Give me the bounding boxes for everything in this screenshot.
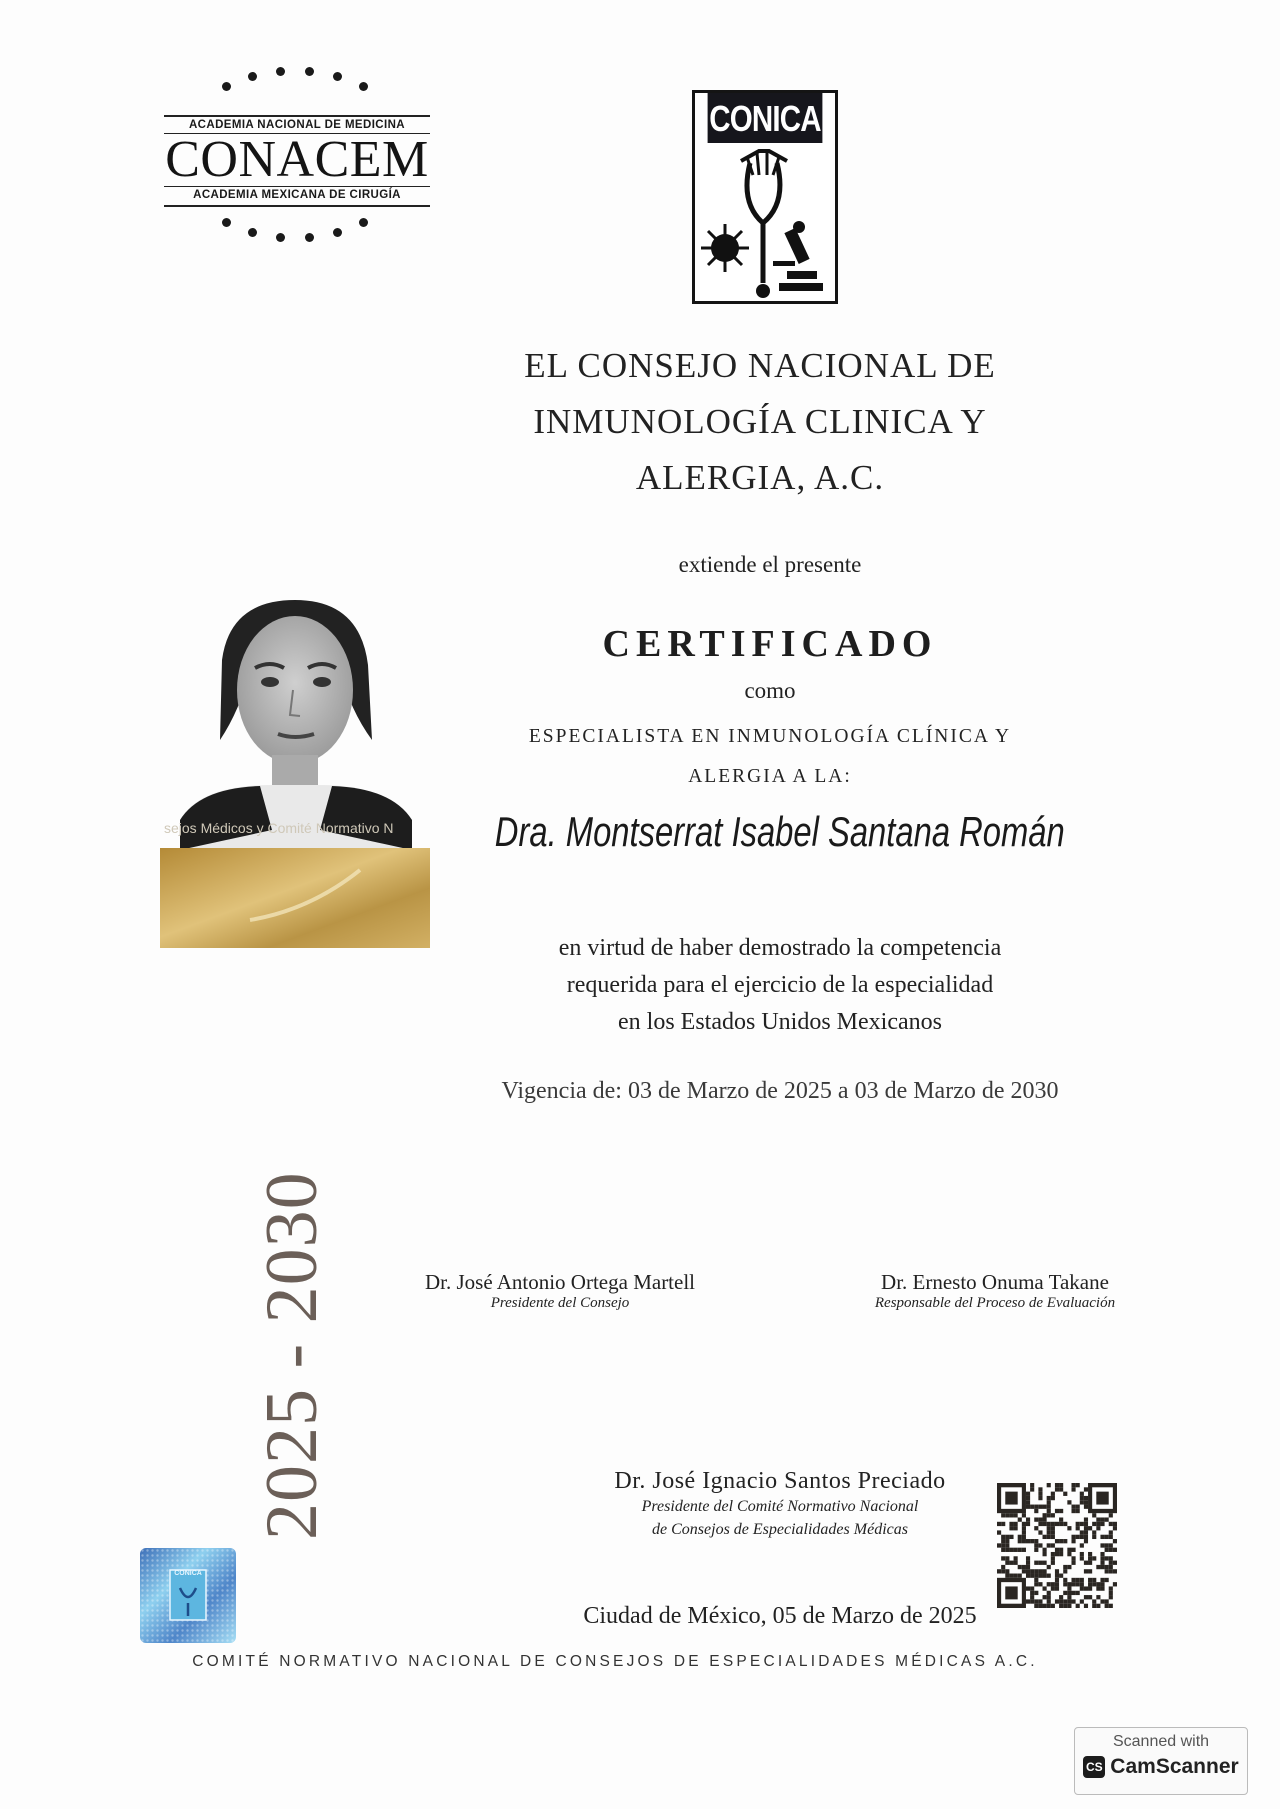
qr-code — [997, 1483, 1117, 1608]
logo-dots-top — [160, 64, 435, 94]
camscanner-line-1: Scanned with — [1112, 1733, 1210, 1750]
camscanner-brand: CamScanner — [1110, 1755, 1239, 1778]
body-line-3: en los Estados Unidos Mexicanos — [618, 1009, 942, 1035]
intro-text: extiende el presente — [678, 552, 862, 577]
conica-name: CONICA — [708, 93, 823, 143]
conacem-name: CONACEM — [165, 131, 429, 188]
committee-role-line-2: de Consejos de Especialidades Médicas — [652, 1521, 908, 1538]
committee-signatory-name: Dr. José Ignacio Santos Preciado — [614, 1468, 946, 1494]
committee-signatory — [540, 1468, 1020, 1539]
hologram-text: CONICA — [174, 1570, 202, 1577]
body-line-2: requerida para el ejercicio de la especialidad — [566, 972, 994, 998]
signatory-1-name: Dr. José Antonio Ortega Martell — [424, 1270, 696, 1294]
committee-role-line-1: Presidente del Comité Normativo Nacional — [641, 1498, 919, 1515]
specialty-line-1: ESPECIALISTA EN INMUNOLOGÍA CLÍNICA Y — [528, 726, 1012, 747]
issuer-name — [480, 338, 1040, 506]
certificate-title: CERTIFICADO — [602, 623, 938, 665]
validity-text: Vigencia de: 03 de Marzo de 2025 a 03 de Marzo de 2030 — [501, 1078, 1059, 1104]
camscanner-logo-icon: CS — [1083, 1756, 1105, 1778]
signatory-1-role: Presidente del Consejo — [490, 1295, 630, 1311]
issuer-line-1: EL CONSEJO NACIONAL DE — [524, 346, 996, 385]
como-text: como — [744, 678, 796, 703]
hologram-seal — [140, 1548, 236, 1643]
conacem-bottom-text: ACADEMIA MEXICANA DE CIRUGÍA — [193, 189, 401, 201]
conica-logo — [692, 90, 838, 304]
body-line-1: en virtud de haber demostrado la competencia — [558, 935, 1002, 961]
conacem-logo — [160, 64, 435, 264]
validity-years-stamp: 2025 - 2030 — [251, 1171, 333, 1540]
recipient-photo — [160, 590, 432, 950]
issuer-line-3: ALERGIA, A.C. — [635, 458, 885, 497]
signatory-2 — [805, 1270, 1185, 1312]
photo-watermark-text: sejos Médicos y Comité Normativo N — [164, 820, 394, 836]
specialty-line-2: ALERGIA A LA: — [688, 766, 852, 787]
footer-committee-name: COMITÉ NORMATIVO NACIONAL DE CONSEJOS DE ESPECIALIDADES MÉDICAS A.C. — [192, 1653, 1038, 1670]
signatory-1 — [380, 1270, 740, 1312]
issuer-line-2: INMUNOLOGÍA CLINICA Y — [533, 402, 987, 441]
body-text — [440, 930, 1120, 1041]
conacem-top-text: ACADEMIA NACIONAL DE MEDICINA — [188, 119, 406, 131]
camscanner-badge — [1074, 1727, 1248, 1795]
recipient-name: Dra. Montserrat Isabel Santana Román — [494, 808, 1065, 855]
place-date: Ciudad de México, 05 de Marzo de 2025 — [583, 1603, 977, 1629]
signatory-2-name: Dr. Ernesto Onuma Takane — [881, 1270, 1109, 1294]
signatory-2-role: Responsable del Proceso de Evaluación — [874, 1295, 1116, 1311]
conica-emblem-icon — [695, 143, 835, 301]
logo-dots-bottom — [160, 218, 435, 248]
